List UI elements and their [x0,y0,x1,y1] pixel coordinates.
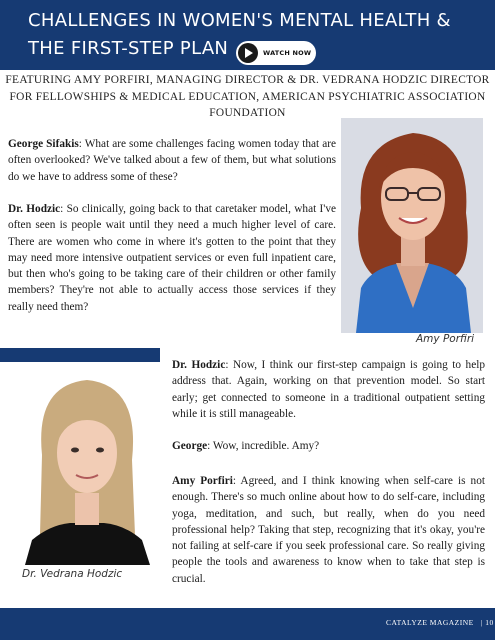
amy-porfiri-photo [341,118,483,333]
magazine-name: CATALYZE MAGAZINE [386,618,474,627]
speaker-name: Amy Porfiri [172,475,233,487]
watch-now-button[interactable] [236,41,316,65]
page-number: 10 [485,618,494,627]
speaker-name: Dr. Hodzic [172,359,226,371]
play-icon [238,43,258,63]
amy-porfiri-caption: Amy Porfiri [416,333,475,345]
paragraph-hodzic-1 [8,201,336,315]
paragraph-porfiri [172,473,485,587]
vedrana-hodzic-caption: Dr. Vedrana Hodzic [22,568,123,580]
footer-label [386,618,494,627]
paragraph-george-question [8,136,336,185]
watch-now-label: WATCH NOW [263,49,312,57]
paragraph-text: : What are some challenges facing women today that are often overlooked? We've talked about a few of them, but what solutions do we have to address some of these? [8,138,336,183]
paragraph-hodzic-2 [172,357,485,422]
speaker-name: George [172,440,208,452]
speaker-name: Dr. Hodzic [8,203,61,215]
paragraph-text: : So clinically, going back to that caretaker model, what I've often seen is people wait until they need a much higher level of care. There are women who come in where it's gotten to the point that they may need more intensive outpatient services or even full inpatient care, but then who's going to be taking care of their children or other family members? They're not able to actually access those services if they really need them? [8,203,336,313]
vedrana-hodzic-photo [20,365,154,565]
paragraph-text: : Wow, incredible. Amy? [207,440,320,452]
decorative-bar [0,348,160,362]
title-line-1: CHALLENGES IN WOMEN'S MENTAL HEALTH & [28,10,451,31]
footer-separator: | [480,618,483,627]
speaker-name: George Sifakis [8,138,79,150]
paragraph-text: : Now, I think our first-step campaign is going to help address that. Again, working on that prevention model. So start early; get connected to someone in a traditional outpatient setting while it is still manageable. [172,359,486,420]
paragraph-george-2 [172,438,485,454]
featuring-line: FEATURING AMY PORFIRI, MANAGING DIRECTOR & DR. VEDRANA HODZIC DIRECTOR FOR FELLOWSHIPS & MEDICAL EDUCATION, AMERICAN PSYCHIATRIC ASSOCIATION FOUNDATION [5,74,490,119]
title-line-2: THE FIRST-STEP PLAN [28,38,229,59]
paragraph-text: : Agreed, and I think knowing when self-care is not enough. There's so much online about how to do self-care, including yoga, meditation, and such, but really, when do you need professional help? Taking that step, recognizing that it's okay, you're not failing at self-care if you seek professional care. So really giving people the tools and awareness to know when to take that step is crucial. [172,475,485,585]
